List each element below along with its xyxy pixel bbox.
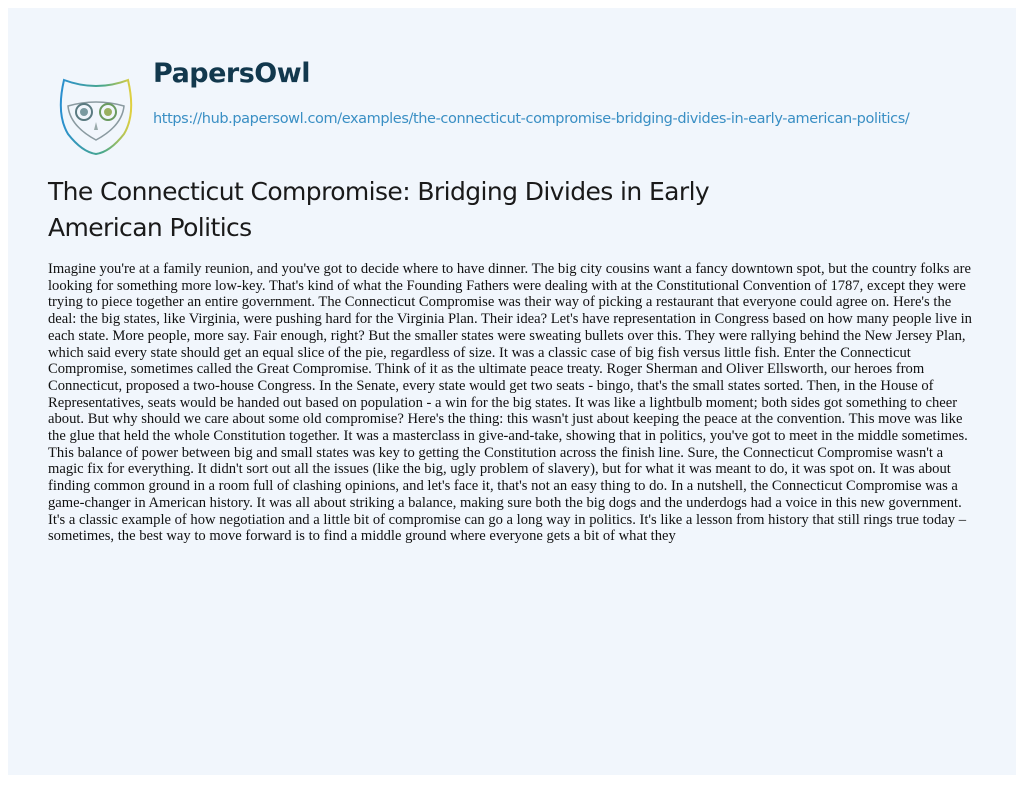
brand-name: PapersOwl bbox=[153, 58, 310, 89]
essay-body: Imagine you're at a family reunion, and you've got to decide where to have dinner. The big city cousins want a fancy downtown spot, but the country folks are looking for something more low-key. That's kind of what the Founding Fathers were dealing with at the Constitutional Convention of 1787, except they were trying to piece together an entire government. The Connecticut Compromise was their way of picking a restaurant that everyone could agree on. Here's the deal: the big states, like Virginia, were pushing hard for the Virginia Plan. Their idea? Let's have representation in Congress based on how many people live in each state. More people, more say. Fair enough, right? But the smaller states were sweating bullets over this. They were rallying behind the New Jersey Plan, which said every state should get an equal slice of the pie, regardless of size. It was a classic case of big fish versus little fish. Enter the Connecticut Compromise, sometimes called the Great Compromise. Think of it as the ultimate peace treaty. Roger Sherman and Oliver Ellsworth, our heroes from Connecticut, proposed a two-house Congress. In the Senate, every state would get two seats - bingo, that's the small states sorted. Then, in the House of Representatives, seats would be handed out based on population - a win for the big states. It was like a lightbulb moment; both sides got something to cheer about. But why should we care about some old compromise? Here's the thing: this wasn't just about keeping the peace at the convention. This move was like the glue that held the whole Constitution together. It was a masterclass in give-and-take, showing that in politics, you've got to meet in the middle sometimes. This balance of power between big and small states was key to getting the Constitution across the finish line. Sure, the Connecticut Compromise wasn't a magic fix for everything. It didn't sort out all the issues (like the big, ugly problem of slavery), but for what it was meant to do, it was spot on. It was about finding common ground in a room full of clashing opinions, and let's face it, that's not an easy thing to do. In a nutshell, the Connecticut Compromise was a game-changer in American history. It was all about striking a balance, making sure both the big dogs and the underdogs had a voice in this new government. It's a classic example of how negotiation and a little bit of compromise can go a long way in politics. It's like a lesson from history that still rings true today – sometimes, the best way to move forward is to find a middle ground where everyone gets a bit of what they bbox=[48, 261, 972, 545]
source-url-link[interactable]: https://hub.papersowl.com/examples/the-connecticut-compromise-bridging-divides-in-early-american-politics/ bbox=[153, 111, 910, 127]
page-title: The Connecticut Compromise: Bridging Divides in Early American Politics bbox=[48, 177, 710, 242]
document-page bbox=[8, 8, 1016, 775]
owl-logo-icon bbox=[58, 74, 134, 158]
